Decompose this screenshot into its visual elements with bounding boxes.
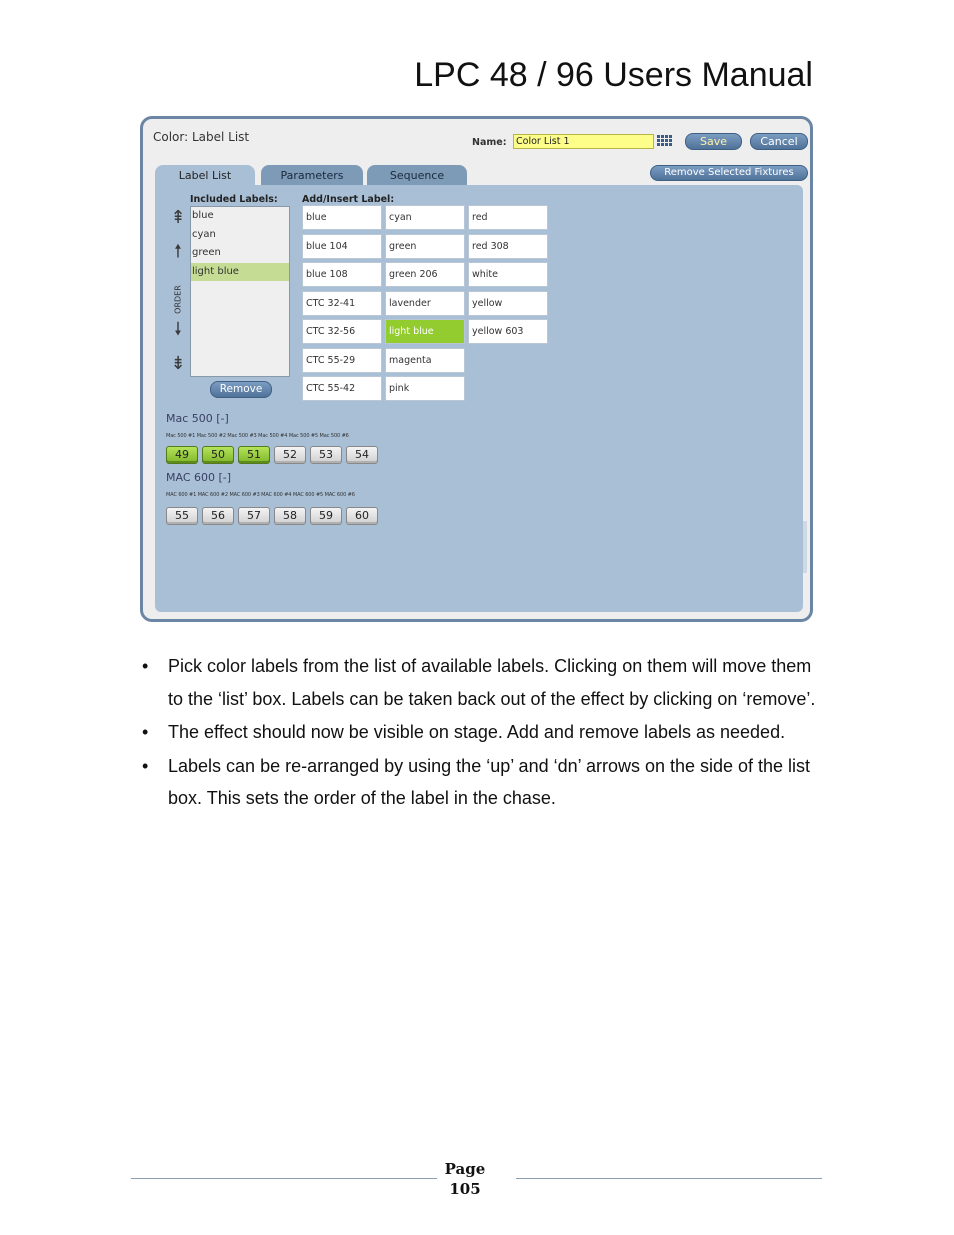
list-item[interactable]: cyan — [192, 228, 216, 240]
label-option[interactable]: blue 104 — [302, 234, 382, 259]
page-number — [440, 1159, 490, 1199]
list-item: • Labels can be re-arranged by using the ‘up’ and ‘dn’ arrows on the side of the list box. This sets the order of the label in the chase. — [140, 750, 820, 815]
fixture-button[interactable]: 55 — [166, 507, 198, 525]
name-input[interactable]: Color List 1 — [513, 134, 654, 149]
document-title: LPC 48 / 96 Users Manual — [414, 56, 813, 94]
list-item[interactable]: blue — [192, 210, 214, 221]
label-option[interactable]: magenta — [385, 348, 465, 373]
fixture-group-title[interactable]: MAC 600 [-] — [166, 471, 232, 484]
fixture-button[interactable]: 51 — [238, 446, 270, 464]
order-label: ORDER — [173, 285, 183, 314]
footer-divider — [516, 1178, 822, 1179]
fixture-group-title[interactable]: Mac 500 [-] — [166, 412, 229, 425]
list-item: • The effect should now be visible on stage. Add and remove labels as needed. — [140, 716, 820, 749]
add-label-grid — [302, 205, 548, 401]
color-label-list-window — [140, 116, 813, 622]
label-option[interactable]: CTC 55-42 — [302, 376, 382, 401]
page-number-value: 105 — [449, 1180, 481, 1198]
fixture-button[interactable]: 52 — [274, 446, 306, 464]
label-option[interactable]: green — [385, 234, 465, 259]
fixture-button[interactable]: 50 — [202, 446, 234, 464]
instruction-list — [140, 650, 820, 816]
label-option[interactable]: white — [468, 262, 548, 287]
order-controls — [169, 209, 187, 379]
name-label: Name: — [472, 137, 507, 148]
fixture-buttons-mac500 — [166, 446, 378, 464]
fixture-button[interactable]: 49 — [166, 446, 198, 464]
label-option-selected[interactable]: light blue — [385, 319, 465, 344]
label-option[interactable]: pink — [385, 376, 465, 401]
fixture-button[interactable]: 53 — [310, 446, 342, 464]
fixture-button[interactable]: 56 — [202, 507, 234, 525]
fixture-group-names: MAC 600 #1 MAC 600 #2 MAC 600 #3 MAC 600 #4 MAC 600 #5 MAC 600 #6 — [166, 492, 355, 498]
label-option[interactable]: cyan — [385, 205, 465, 230]
keypad-icon[interactable] — [657, 135, 673, 148]
move-down-icon[interactable]: 🠗 — [174, 319, 182, 340]
remove-button[interactable]: Remove — [210, 381, 272, 398]
move-top-icon[interactable]: ⇞ — [170, 207, 186, 228]
fixture-buttons-mac600 — [166, 507, 378, 525]
fixture-button[interactable]: 54 — [346, 446, 378, 464]
label-option[interactable]: red 308 — [468, 234, 548, 259]
fixture-button[interactable]: 59 — [310, 507, 342, 525]
fixture-button[interactable]: 57 — [238, 507, 270, 525]
list-item: • Pick color labels from the list of available labels. Clicking on them will move them to the ‘list’ box. Labels can be taken back out of the effect by clicking on ‘remove’. — [140, 650, 820, 715]
label-option[interactable]: CTC 32-56 — [302, 319, 382, 344]
window-title: Color: Label List — [153, 130, 250, 144]
label-option[interactable]: lavender — [385, 291, 465, 316]
move-bottom-icon[interactable]: ⇟ — [170, 353, 186, 374]
label-option[interactable]: blue — [302, 205, 382, 230]
included-labels-list[interactable] — [190, 206, 290, 377]
list-item[interactable]: green — [192, 247, 221, 258]
move-up-icon[interactable]: 🠕 — [174, 241, 182, 262]
tab-sequence[interactable]: Sequence — [367, 165, 467, 185]
footer-divider — [131, 1178, 437, 1179]
label-option[interactable]: green 206 — [385, 262, 465, 287]
label-option[interactable]: yellow 603 — [468, 319, 548, 344]
fixture-button[interactable]: 60 — [346, 507, 378, 525]
empty-cell — [468, 376, 548, 401]
label-list-panel — [155, 185, 803, 612]
scrollbar[interactable] — [803, 521, 807, 573]
label-option[interactable]: blue 108 — [302, 262, 382, 287]
label-option[interactable]: yellow — [468, 291, 548, 316]
label-option[interactable]: red — [468, 205, 548, 230]
label-option[interactable]: CTC 32-41 — [302, 291, 382, 316]
save-button[interactable]: Save — [685, 133, 742, 150]
fixture-button[interactable]: 58 — [274, 507, 306, 525]
cancel-button[interactable]: Cancel — [750, 133, 808, 150]
fixture-group-names: Mac 500 #1 Mac 500 #2 Mac 500 #3 Mac 500 #4 Mac 500 #5 Mac 500 #6 — [166, 433, 349, 439]
page-label: Page — [444, 1160, 486, 1178]
empty-cell — [468, 348, 548, 373]
add-insert-label-heading: Add/Insert Label: — [302, 194, 395, 205]
tab-label-list[interactable]: Label List — [155, 165, 255, 185]
label-option[interactable]: CTC 55-29 — [302, 348, 382, 373]
included-labels-heading: Included Labels: — [190, 194, 278, 205]
tab-parameters[interactable]: Parameters — [261, 165, 363, 185]
remove-selected-fixtures-button[interactable]: Remove Selected Fixtures — [650, 165, 808, 181]
list-item-selected[interactable]: light blue — [191, 263, 289, 282]
